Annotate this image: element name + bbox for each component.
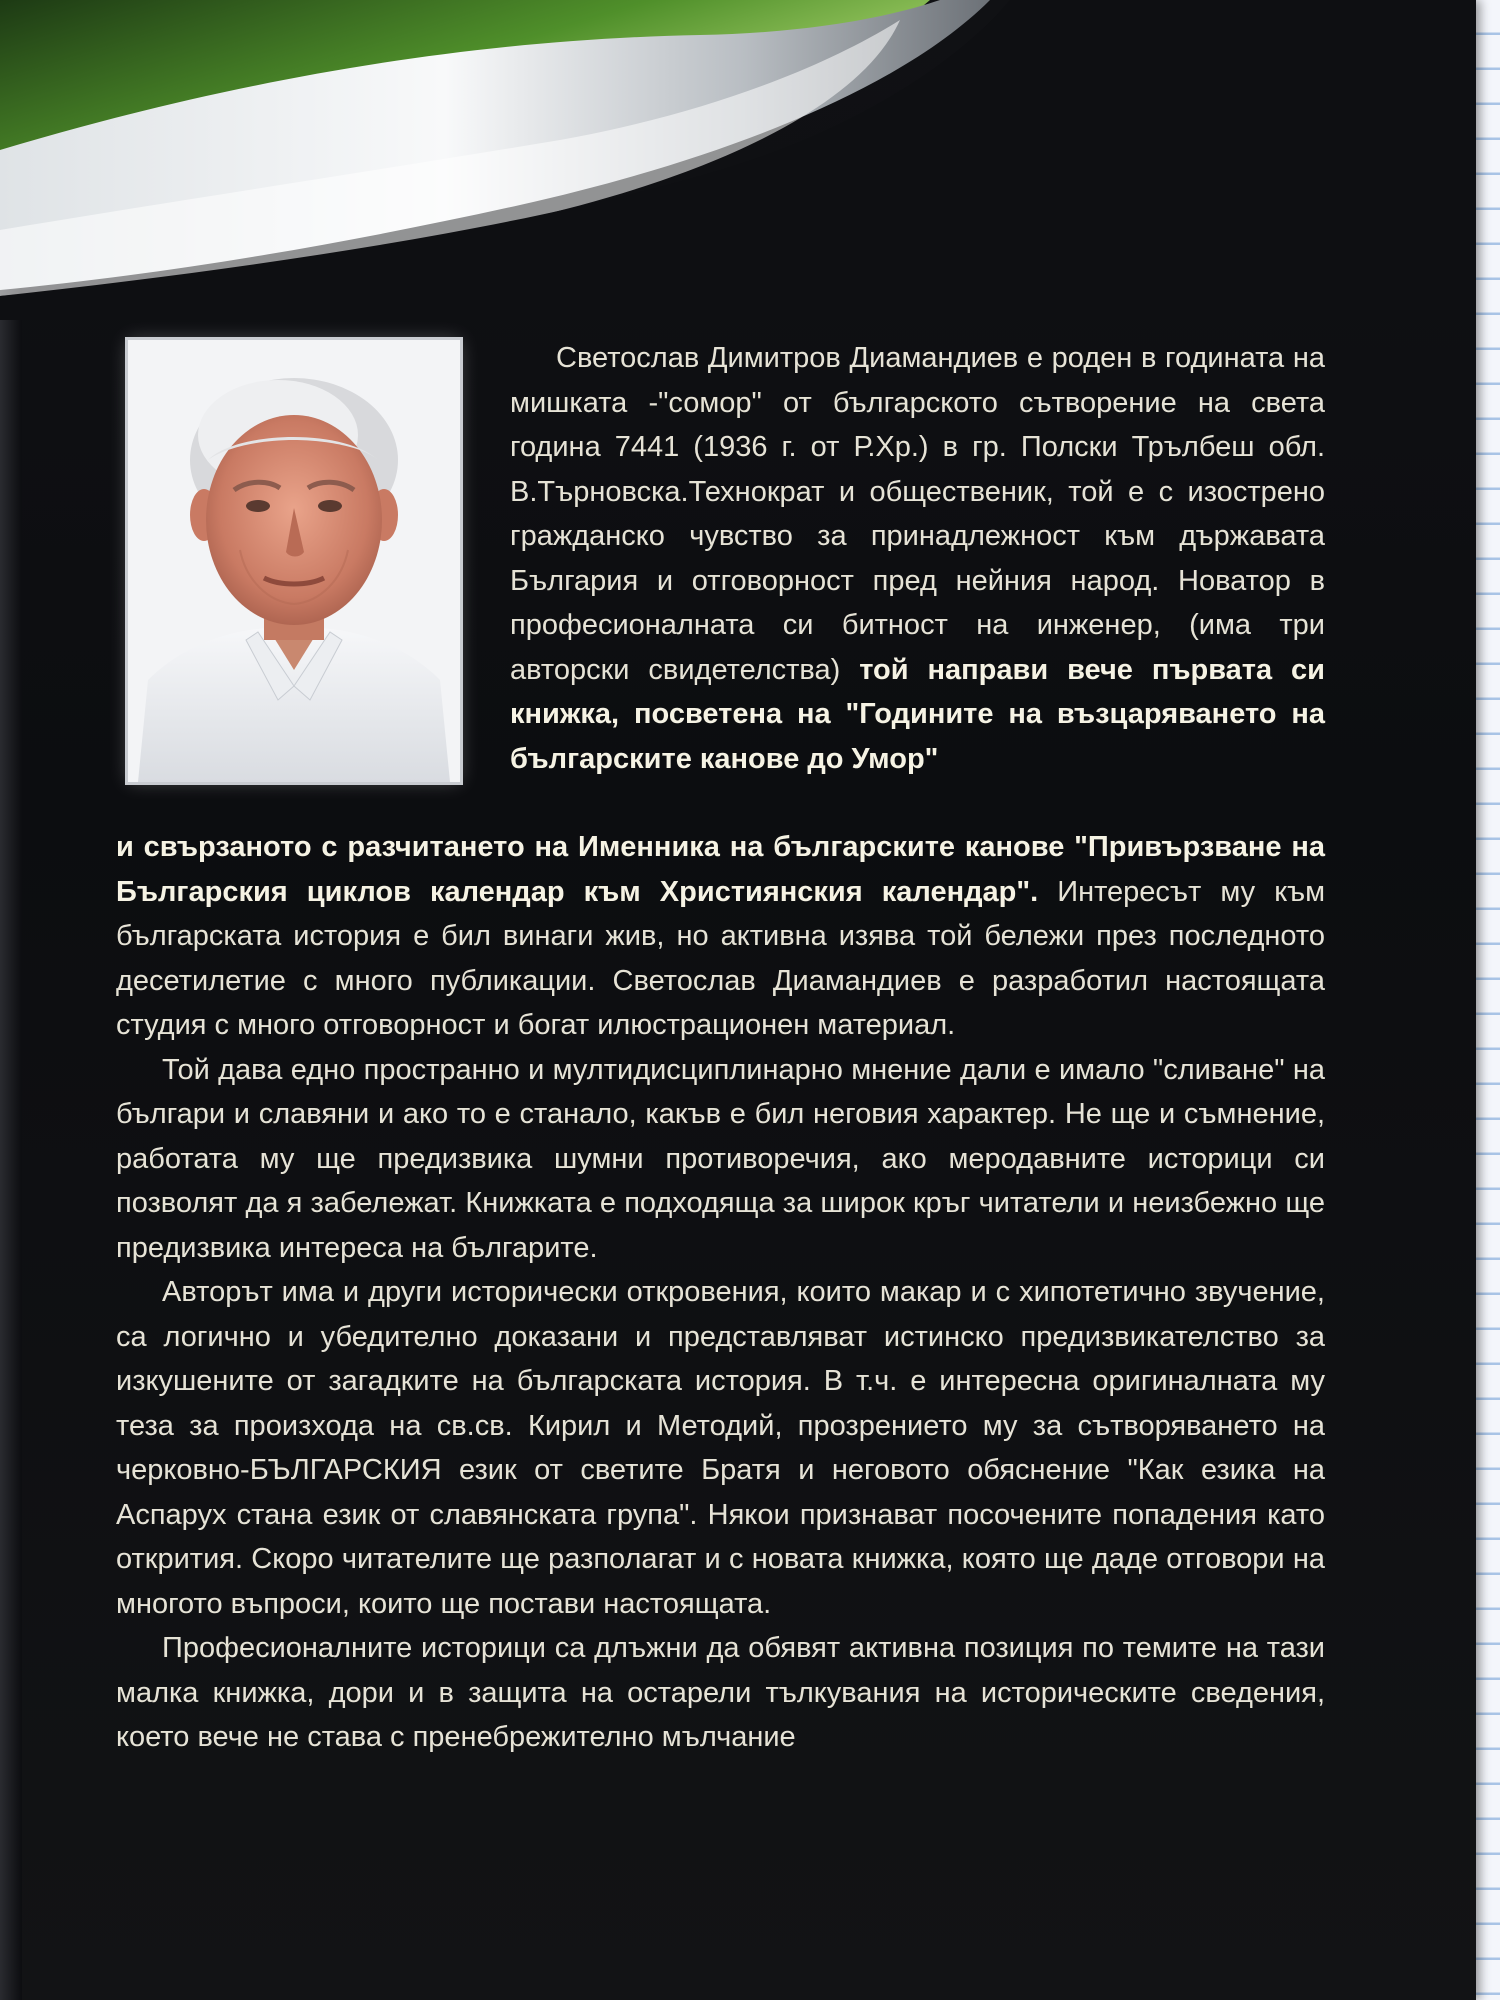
author-portrait xyxy=(128,340,460,782)
intro-paragraph xyxy=(510,336,1325,781)
intro-bold-text: той направи вече първата си книжка, посветена на "Годините на възцаряването на българските канове до Умор" xyxy=(510,653,1325,775)
author-photo xyxy=(128,340,460,782)
body-text xyxy=(116,825,1325,1760)
paragraph-1-text: Интересът му към българската история е бил винаги жив, но активна изява той бележи през последното десетилетие с много публикации. Светослав Диамандиев е разработил настоящата студия с много отговорност и богат илюстрационен материал. xyxy=(116,875,1326,1041)
paragraph-2: Той дава едно пространно и мултидисциплинарно мнение дали е имало "сливане" на българи и славяни и ако то е станало, какъв е бил неговия характер. Не ще и съмнение, работата му ще предизвика шумни противоречия, ако меродавните историци си позволят да я забележат. Книжката е подходяща за широк кръг читатели и неизбежно ще предизвика интереса на българите. xyxy=(116,1053,1325,1264)
paragraph-3: Авторът има и други исторически откровения, които макар и с хипотетично звучение, са логично и убедително доказани и представляват истинско предизвикателство за изкушените от загадките на българската история. В т.ч. е интересна оригиналната му теза за произхода на св.св. Кирил и Методий, прозрението му за сътворяването на черковно-БЪЛГАРСКИЯ език от светите Братя и неговото обяснение "Как езика на Аспарух стана език от славянската група". Някои признават посочените попадения като открития. Скоро читателите ще разполагат и с новата книжка, която ще даде отговори на многото въпроси, които ще постави настоящата. xyxy=(116,1276,1325,1620)
intro-text: Светослав Димитров Диамандиев е роден в годината на мишката -"сомор" от българското сътворение на света година 7441 (1936 г. от Р.Хр.) в гр. Полски Трълбеш обл. В.Търновска.Технократ и общественик, той е с изострено гражданско чувство за принадлежност към държавата България и отговорност пред нейния народ. Новатор в професионалната си битност на инженер, (има три авторски свидетелства) xyxy=(510,342,1325,686)
paragraph-4: Професионалните историци са длъжни да обявят активна позиция по темите на тази малка книжка, дори и в защита на остарели тълкувания на историческите сведения, което вече не става с пренебрежително мълчание xyxy=(116,1632,1325,1753)
paragraph-1 xyxy=(116,825,1325,1048)
paragraph-1-bold: и свързаното с разчитането на Именника на българските канове "Привързване на Българския циклов календар към Християнския календар". xyxy=(116,831,1325,908)
decorative-swoosh xyxy=(0,0,1476,320)
